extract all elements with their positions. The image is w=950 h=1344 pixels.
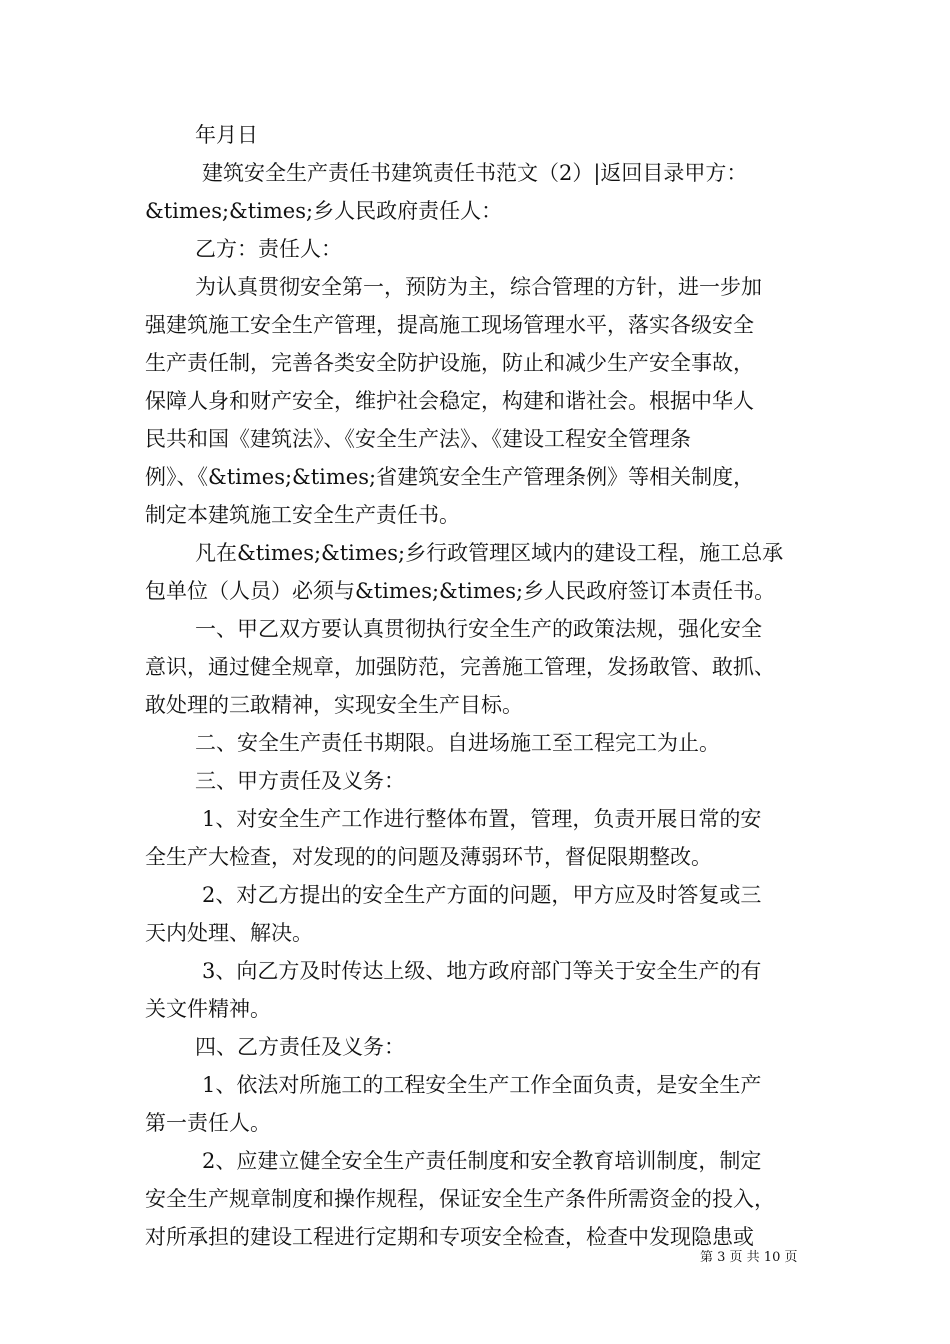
date-line: 年月日 bbox=[195, 123, 258, 147]
text-line: 意识，通过健全规章，加强防范，完善施工管理，发扬敢管、敢抓、 bbox=[145, 655, 775, 679]
text-line: 乙方：责任人： bbox=[195, 237, 342, 261]
paragraph-start: 凡在&times;&times;乡行政管理区域内的建设工程，施工总承 bbox=[195, 541, 784, 565]
paragraph-start: 一、甲乙双方要认真贯彻执行安全生产的政策法规，强化安全 bbox=[195, 617, 762, 641]
text-line: 例》、《&times;&times;省建筑安全生产管理条例》等相关制度， bbox=[145, 465, 755, 489]
text-line: &times;&times;乡人民政府责任人： bbox=[145, 199, 503, 223]
text-line: 敢处理的三敢精神，实现安全生产目标。 bbox=[145, 693, 523, 717]
text-line: 民共和国《建筑法》、《安全生产法》、《建设工程安全管理条 bbox=[145, 427, 691, 451]
paragraph-start: 2、应建立健全安全生产责任制度和安全教育培训制度，制定 bbox=[202, 1149, 762, 1173]
text-line: 天内处理、解决。 bbox=[145, 921, 313, 945]
section-heading: 三、甲方责任及义务： bbox=[195, 769, 405, 793]
page-number: 第 3 页 共 10 页 bbox=[700, 1250, 798, 1265]
text-line: 包单位（人员）必须与&times;&times;乡人民政府签订本责任书。 bbox=[145, 579, 776, 603]
paragraph-start: 二、安全生产责任书期限。自进场施工至工程完工为止。 bbox=[195, 731, 720, 755]
text-line: 第一责任人。 bbox=[145, 1111, 271, 1135]
paragraph-start: 1、依法对所施工的工程安全生产工作全面负责，是安全生产 bbox=[202, 1073, 762, 1097]
text-line: 安全生产规章制度和操作规程，保证安全生产条件所需资金的投入， bbox=[145, 1187, 775, 1211]
heading-line: 建筑安全生产责任书建筑责任书范文（2）|返回目录甲方： bbox=[202, 161, 748, 185]
text-line: 制定本建筑施工安全生产责任书。 bbox=[145, 503, 460, 527]
document-body bbox=[145, 116, 807, 1256]
text-line: 对所承担的建设工程进行定期和专项安全检查，检查中发现隐患或 bbox=[145, 1225, 754, 1249]
text-line: 全生产大检查，对发现的的问题及薄弱环节，督促限期整改。 bbox=[145, 845, 712, 869]
text-line: 生产责任制，完善各类安全防护设施，防止和减少生产安全事故， bbox=[145, 351, 754, 375]
paragraph-start: 2、对乙方提出的安全生产方面的问题，甲方应及时答复或三 bbox=[202, 883, 762, 907]
text-line: 强建筑施工安全生产管理，提高施工现场管理水平，落实各级安全 bbox=[145, 313, 754, 337]
paragraph-start: 为认真贯彻安全第一，预防为主，综合管理的方针，进一步加 bbox=[195, 275, 762, 299]
paragraph-start: 1、对安全生产工作进行整体布置，管理，负责开展日常的安 bbox=[202, 807, 762, 831]
text-line: 关文件精神。 bbox=[145, 997, 271, 1021]
text-line: 保障人身和财产安全，维护社会稳定，构建和谐社会。根据中华人 bbox=[145, 389, 754, 413]
section-heading: 四、乙方责任及义务： bbox=[195, 1035, 405, 1059]
paragraph-start: 3、向乙方及时传达上级、地方政府部门等关于安全生产的有 bbox=[202, 959, 762, 983]
